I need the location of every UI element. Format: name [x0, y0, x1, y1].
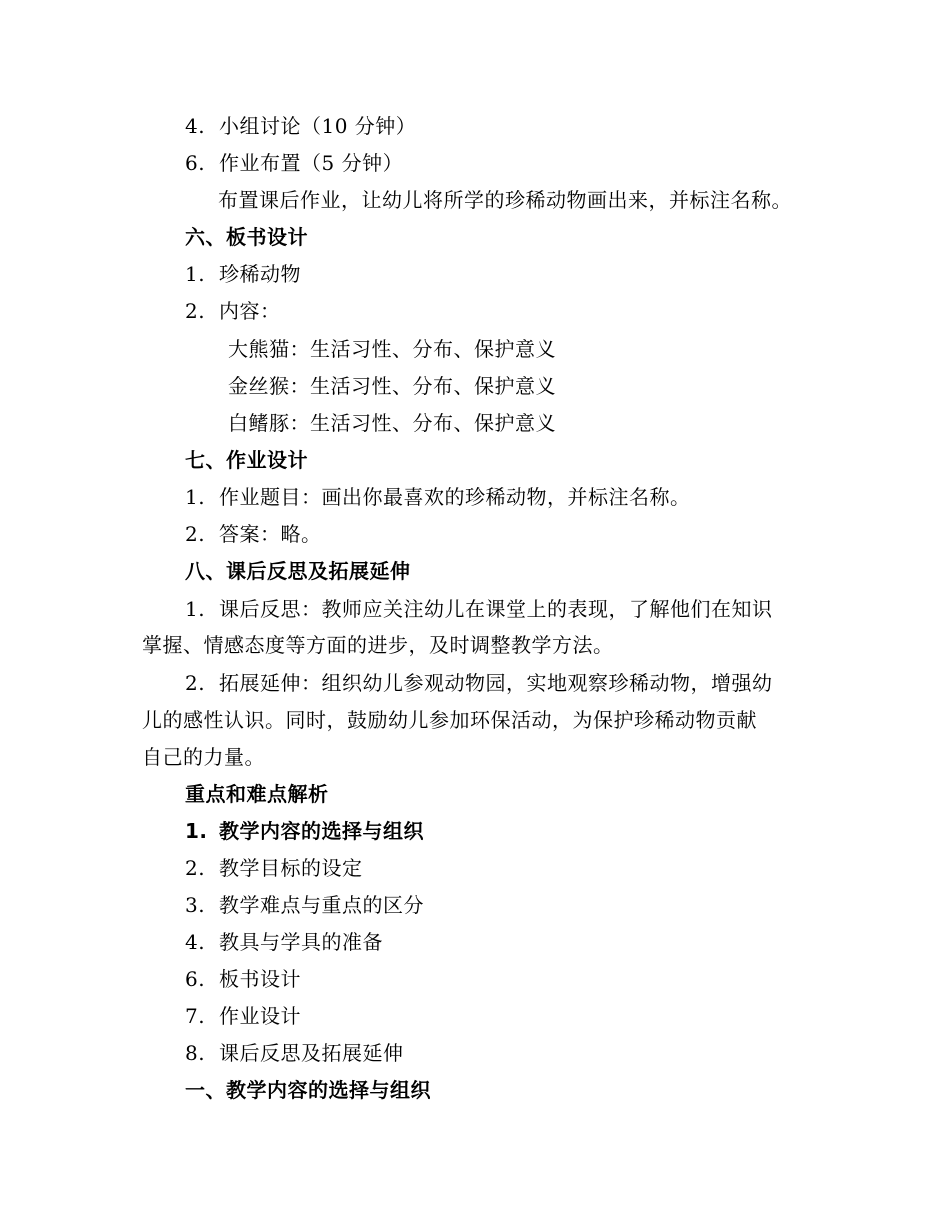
list-text: 教学内容的选择与组织 [219, 819, 424, 843]
section-heading: 重点和难点解析 [185, 782, 329, 806]
paragraph-continuation: 掌握、情感态度等方面的进步，及时调整教学方法。 [142, 633, 614, 657]
list-text: 教学难点与重点的区分 [219, 893, 424, 917]
list-item [185, 113, 416, 139]
board-content-line: 白鳍豚：生活习性、分布、保护意义 [228, 411, 556, 435]
list-item [185, 261, 301, 287]
list-number: 4. [185, 930, 206, 954]
list-number: 3. [185, 893, 206, 917]
list-text: 内容： [219, 299, 281, 323]
list-number: 8. [185, 1041, 206, 1065]
list-item [185, 670, 773, 696]
list-item [185, 1040, 404, 1066]
list-number: 2. [185, 671, 206, 695]
section-heading: 一、教学内容的选择与组织 [185, 1078, 431, 1102]
list-item [185, 150, 403, 176]
list-item [185, 818, 424, 844]
list-text: 小组讨论（10 分钟） [219, 114, 417, 138]
list-number: 2. [185, 856, 206, 880]
list-number: 6. [185, 967, 206, 991]
list-item [185, 596, 773, 622]
list-item [185, 1003, 301, 1029]
paragraph-text: 布置课后作业，让幼儿将所学的珍稀动物画出来，并标注名称。 [218, 188, 792, 212]
section-heading: 七、作业设计 [185, 448, 308, 472]
list-text: 答案：略。 [219, 522, 322, 546]
list-number: 2. [185, 522, 206, 546]
list-number: 4. [185, 114, 206, 138]
section-heading: 八、课后反思及拓展延伸 [185, 559, 411, 583]
list-number: 1. [185, 597, 206, 621]
list-number: 2. [185, 299, 206, 323]
list-text: 教具与学具的准备 [219, 930, 383, 954]
list-item [185, 929, 383, 955]
list-item [185, 966, 301, 992]
list-number: 1. [185, 262, 206, 286]
list-text: 作业设计 [219, 1004, 301, 1028]
board-content-line: 大熊猫：生活习性、分布、保护意义 [228, 337, 556, 361]
list-text: 作业题目：画出你最喜欢的珍稀动物，并标注名称。 [219, 485, 691, 509]
list-number: 7. [185, 1004, 206, 1028]
list-text: 课后反思：教师应关注幼儿在课堂上的表现，了解他们在知识 [219, 597, 773, 621]
list-number: 1. [185, 485, 206, 509]
list-item [185, 892, 424, 918]
list-number: 6. [185, 151, 206, 175]
list-text: 作业布置（5 分钟） [219, 151, 404, 175]
list-number: 1. [185, 819, 208, 843]
list-text: 珍稀动物 [219, 262, 301, 286]
list-text: 拓展延伸：组织幼儿参观动物园，实地观察珍稀动物，增强幼 [219, 671, 773, 695]
section-heading: 六、板书设计 [185, 225, 308, 249]
list-item [185, 484, 691, 510]
board-content-line: 金丝猴：生活习性、分布、保护意义 [228, 374, 556, 398]
list-item [185, 298, 281, 324]
list-item [185, 521, 322, 547]
paragraph-continuation: 儿的感性认识。同时，鼓励幼儿参加环保活动，为保护珍稀动物贡献 [142, 708, 757, 732]
list-item [185, 855, 363, 881]
list-text: 教学目标的设定 [219, 856, 363, 880]
list-text: 板书设计 [219, 967, 301, 991]
list-text: 课后反思及拓展延伸 [219, 1041, 404, 1065]
paragraph-continuation: 自己的力量。 [142, 745, 265, 769]
